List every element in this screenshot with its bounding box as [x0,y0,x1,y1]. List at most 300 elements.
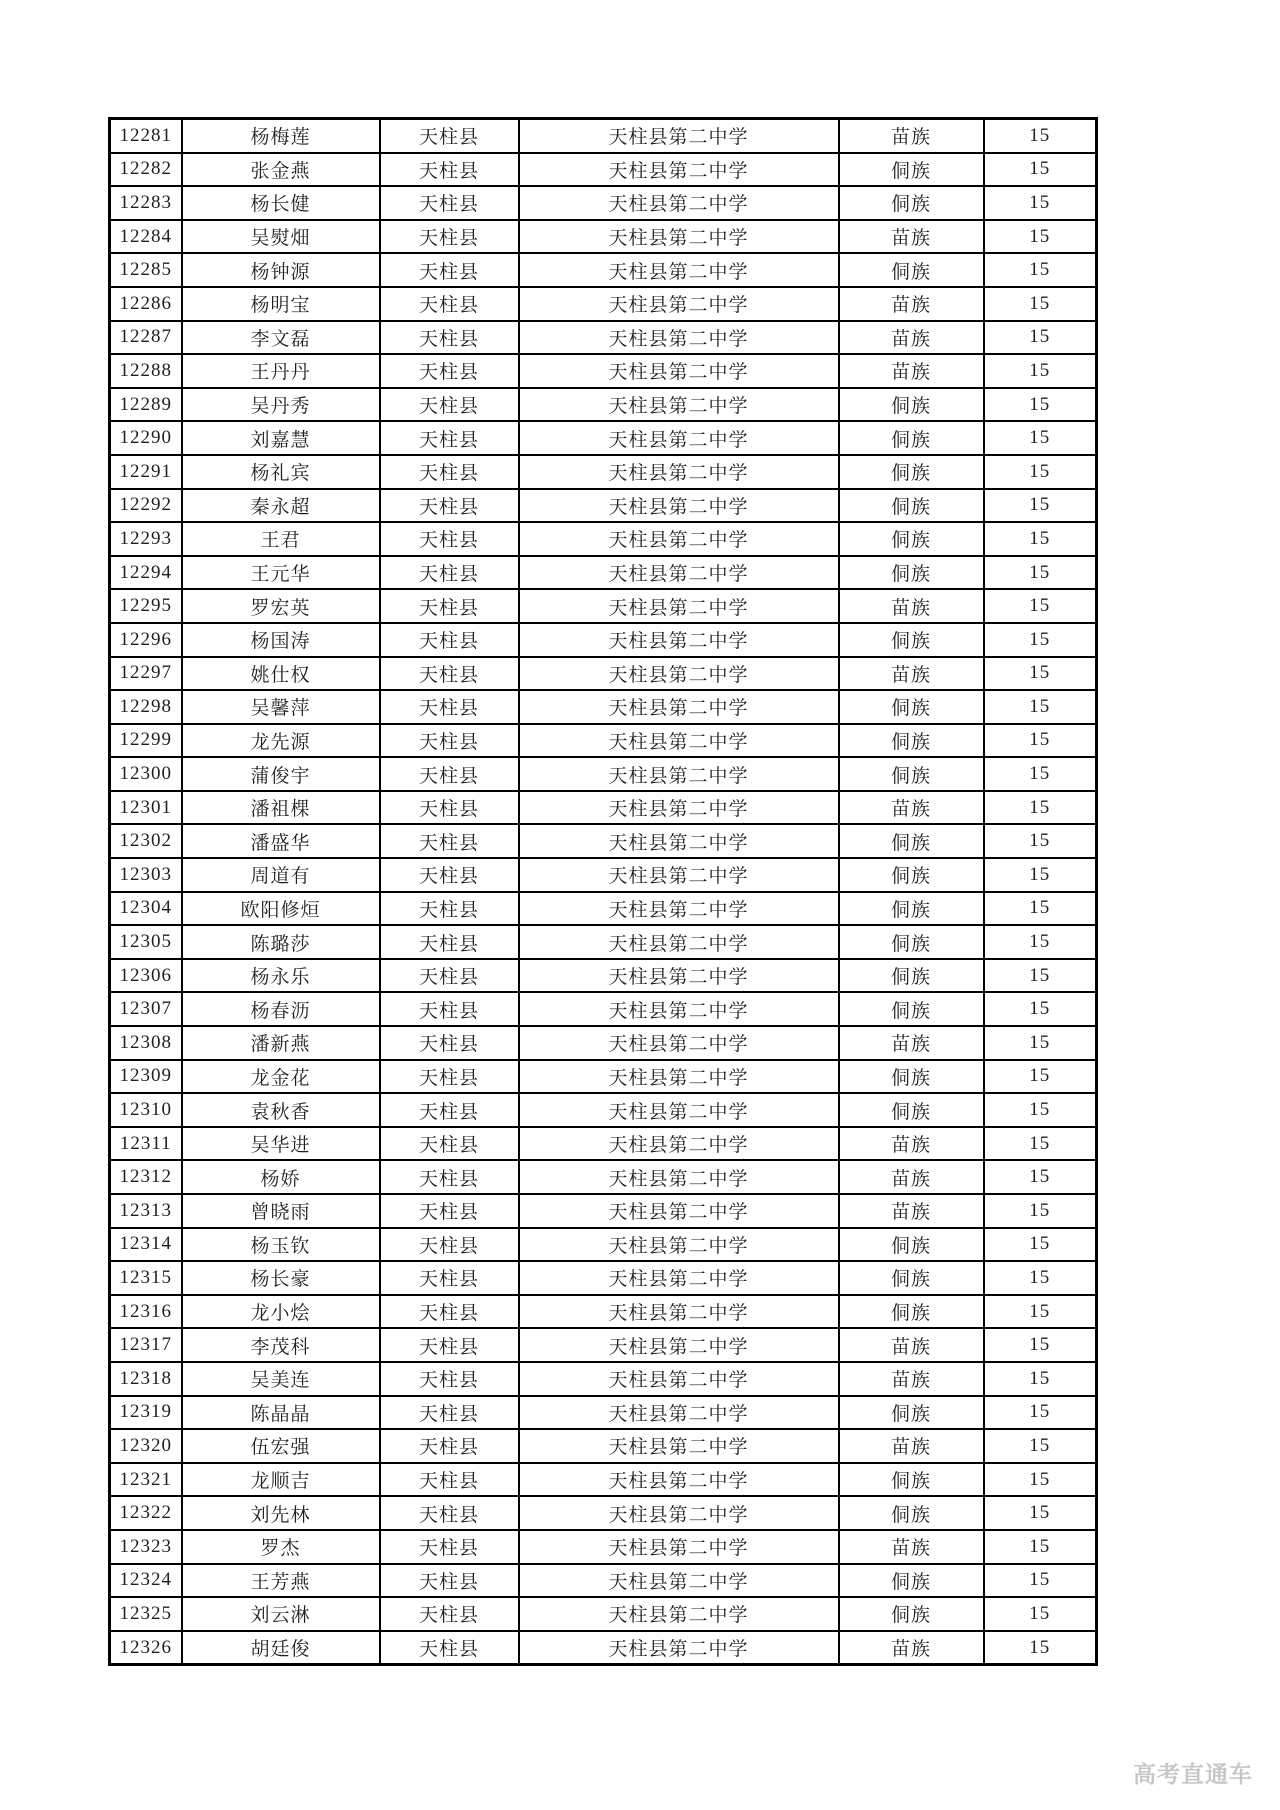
cell-ethnicity: 苗族 [839,119,984,153]
cell-ethnicity: 苗族 [839,1026,984,1060]
cell-ethnicity: 侗族 [839,1295,984,1329]
cell-score-value: 15 [984,1194,1097,1228]
cell-ethnicity: 侗族 [839,824,984,858]
cell-county: 天柱县 [380,1631,519,1665]
table-row [110,153,1097,187]
cell-ethnicity: 侗族 [839,892,984,926]
cell-school: 天柱县第二中学 [519,1160,839,1194]
cell-county: 天柱县 [380,690,519,724]
cell-county: 天柱县 [380,892,519,926]
cell-school: 天柱县第二中学 [519,1060,839,1094]
cell-student-name: 蒲俊宇 [182,757,380,791]
table-row [110,186,1097,220]
cell-ethnicity: 侗族 [839,421,984,455]
table-row [110,858,1097,892]
table-row [110,1026,1097,1060]
cell-exam-number: 12303 [110,858,182,892]
cell-score-value: 15 [984,959,1097,993]
table-row [110,1261,1097,1295]
cell-county: 天柱县 [380,992,519,1026]
cell-county: 天柱县 [380,253,519,287]
cell-school: 天柱县第二中学 [519,1631,839,1665]
cell-exam-number: 12314 [110,1228,182,1262]
cell-student-name: 杨明宝 [182,287,380,321]
cell-ethnicity: 苗族 [839,287,984,321]
cell-student-name: 曾晓雨 [182,1194,380,1228]
table-row [110,354,1097,388]
cell-ethnicity: 侗族 [839,1261,984,1295]
cell-score-value: 15 [984,1429,1097,1463]
cell-ethnicity: 侗族 [839,1093,984,1127]
cell-school: 天柱县第二中学 [519,892,839,926]
cell-score-value: 15 [984,186,1097,220]
cell-exam-number: 12320 [110,1429,182,1463]
cell-school: 天柱县第二中学 [519,925,839,959]
cell-student-name: 杨玉钦 [182,1228,380,1262]
cell-ethnicity: 侗族 [839,1060,984,1094]
cell-school: 天柱县第二中学 [519,1328,839,1362]
cell-exam-number: 12298 [110,690,182,724]
cell-ethnicity: 侗族 [839,925,984,959]
cell-school: 天柱县第二中学 [519,858,839,892]
roster-body [110,119,1097,1665]
cell-student-name: 刘云淋 [182,1597,380,1631]
cell-student-name: 罗宏英 [182,589,380,623]
cell-county: 天柱县 [380,1530,519,1564]
cell-ethnicity: 侗族 [839,1496,984,1530]
cell-school: 天柱县第二中学 [519,589,839,623]
cell-exam-number: 12301 [110,791,182,825]
cell-exam-number: 12313 [110,1194,182,1228]
cell-county: 天柱县 [380,1362,519,1396]
cell-student-name: 刘先林 [182,1496,380,1530]
cell-exam-number: 12321 [110,1463,182,1497]
table-row [110,657,1097,691]
cell-student-name: 杨长健 [182,186,380,220]
table-row [110,119,1097,153]
cell-ethnicity: 侗族 [839,556,984,590]
table-row [110,992,1097,1026]
cell-score-value: 15 [984,1228,1097,1262]
cell-school: 天柱县第二中学 [519,1228,839,1262]
cell-exam-number: 12322 [110,1496,182,1530]
cell-ethnicity: 苗族 [839,589,984,623]
cell-score-value: 15 [984,253,1097,287]
cell-student-name: 王元华 [182,556,380,590]
cell-school: 天柱县第二中学 [519,690,839,724]
cell-school: 天柱县第二中学 [519,220,839,254]
cell-school: 天柱县第二中学 [519,253,839,287]
cell-exam-number: 12317 [110,1328,182,1362]
cell-score-value: 15 [984,892,1097,926]
table-row [110,421,1097,455]
table-row [110,388,1097,422]
cell-student-name: 杨礼宾 [182,455,380,489]
cell-ethnicity: 苗族 [839,657,984,691]
cell-student-name: 杨长豪 [182,1261,380,1295]
cell-exam-number: 12292 [110,489,182,523]
cell-score-value: 15 [984,1160,1097,1194]
table-row [110,220,1097,254]
cell-exam-number: 12284 [110,220,182,254]
cell-student-name: 刘嘉慧 [182,421,380,455]
cell-county: 天柱县 [380,220,519,254]
table-row [110,1060,1097,1094]
cell-exam-number: 12310 [110,1093,182,1127]
cell-student-name: 潘新燕 [182,1026,380,1060]
table-row [110,556,1097,590]
cell-county: 天柱县 [380,1127,519,1161]
cell-school: 天柱县第二中学 [519,1429,839,1463]
cell-county: 天柱县 [380,186,519,220]
cell-county: 天柱县 [380,556,519,590]
cell-exam-number: 12326 [110,1631,182,1665]
cell-county: 天柱县 [380,1564,519,1598]
cell-student-name: 陈晶晶 [182,1396,380,1430]
cell-county: 天柱县 [380,388,519,422]
cell-school: 天柱县第二中学 [519,1530,839,1564]
table-row [110,522,1097,556]
cell-student-name: 张金燕 [182,153,380,187]
cell-score-value: 15 [984,858,1097,892]
cell-student-name: 杨娇 [182,1160,380,1194]
cell-school: 天柱县第二中学 [519,724,839,758]
cell-student-name: 吴华进 [182,1127,380,1161]
cell-county: 天柱县 [380,153,519,187]
table-row [110,925,1097,959]
cell-county: 天柱县 [380,421,519,455]
cell-student-name: 胡廷俊 [182,1631,380,1665]
cell-county: 天柱县 [380,1060,519,1094]
cell-student-name: 周道有 [182,858,380,892]
cell-ethnicity: 苗族 [839,1631,984,1665]
cell-county: 天柱县 [380,858,519,892]
cell-student-name: 吴熨畑 [182,220,380,254]
cell-school: 天柱县第二中学 [519,824,839,858]
cell-score-value: 15 [984,522,1097,556]
table-row [110,959,1097,993]
cell-student-name: 杨梅莲 [182,119,380,153]
cell-score-value: 15 [984,1026,1097,1060]
cell-ethnicity: 侗族 [839,724,984,758]
table-row [110,1362,1097,1396]
table-row [110,287,1097,321]
cell-score-value: 15 [984,925,1097,959]
cell-exam-number: 12283 [110,186,182,220]
cell-student-name: 吴馨萍 [182,690,380,724]
cell-score-value: 15 [984,824,1097,858]
cell-school: 天柱县第二中学 [519,757,839,791]
cell-exam-number: 12282 [110,153,182,187]
cell-score-value: 15 [984,690,1097,724]
cell-student-name: 伍宏强 [182,1429,380,1463]
cell-school: 天柱县第二中学 [519,657,839,691]
cell-ethnicity: 侗族 [839,1463,984,1497]
cell-county: 天柱县 [380,1160,519,1194]
cell-score-value: 15 [984,992,1097,1026]
cell-school: 天柱县第二中学 [519,1362,839,1396]
table-row [110,1228,1097,1262]
cell-student-name: 杨国涛 [182,623,380,657]
table-row [110,1160,1097,1194]
cell-score-value: 15 [984,1328,1097,1362]
cell-county: 天柱县 [380,824,519,858]
table-row [110,791,1097,825]
cell-exam-number: 12285 [110,253,182,287]
cell-ethnicity: 侗族 [839,388,984,422]
cell-county: 天柱县 [380,791,519,825]
cell-county: 天柱县 [380,757,519,791]
cell-school: 天柱县第二中学 [519,992,839,1026]
cell-student-name: 潘祖棵 [182,791,380,825]
cell-exam-number: 12323 [110,1530,182,1564]
cell-ethnicity: 侗族 [839,1228,984,1262]
cell-ethnicity: 苗族 [839,1362,984,1396]
cell-score-value: 15 [984,791,1097,825]
table-row [110,892,1097,926]
cell-score-value: 15 [984,287,1097,321]
table-row [110,1429,1097,1463]
cell-county: 天柱县 [380,724,519,758]
cell-school: 天柱县第二中学 [519,959,839,993]
cell-exam-number: 12289 [110,388,182,422]
table-row [110,321,1097,355]
cell-ethnicity: 苗族 [839,1160,984,1194]
cell-school: 天柱县第二中学 [519,1564,839,1598]
cell-score-value: 15 [984,1362,1097,1396]
cell-exam-number: 12297 [110,657,182,691]
cell-ethnicity: 侗族 [839,757,984,791]
cell-score-value: 15 [984,388,1097,422]
cell-school: 天柱县第二中学 [519,1127,839,1161]
table-row [110,489,1097,523]
cell-county: 天柱县 [380,925,519,959]
cell-county: 天柱县 [380,1496,519,1530]
cell-ethnicity: 苗族 [839,1127,984,1161]
cell-exam-number: 12281 [110,119,182,153]
cell-county: 天柱县 [380,589,519,623]
cell-school: 天柱县第二中学 [519,1496,839,1530]
cell-student-name: 罗杰 [182,1530,380,1564]
cell-score-value: 15 [984,1127,1097,1161]
cell-student-name: 龙顺吉 [182,1463,380,1497]
cell-exam-number: 12312 [110,1160,182,1194]
cell-ethnicity: 苗族 [839,321,984,355]
cell-student-name: 王君 [182,522,380,556]
cell-school: 天柱县第二中学 [519,321,839,355]
cell-student-name: 龙先源 [182,724,380,758]
cell-student-name: 杨永乐 [182,959,380,993]
cell-school: 天柱县第二中学 [519,522,839,556]
cell-exam-number: 12311 [110,1127,182,1161]
student-roster-table [108,117,1098,1666]
cell-ethnicity: 侗族 [839,489,984,523]
cell-exam-number: 12318 [110,1362,182,1396]
cell-ethnicity: 侗族 [839,1597,984,1631]
table-row [110,1328,1097,1362]
cell-school: 天柱县第二中学 [519,354,839,388]
cell-ethnicity: 侗族 [839,455,984,489]
cell-county: 天柱县 [380,1261,519,1295]
cell-score-value: 15 [984,455,1097,489]
cell-school: 天柱县第二中学 [519,556,839,590]
cell-ethnicity: 侗族 [839,858,984,892]
cell-county: 天柱县 [380,959,519,993]
cell-student-name: 陈璐莎 [182,925,380,959]
cell-score-value: 15 [984,556,1097,590]
cell-student-name: 吴丹秀 [182,388,380,422]
cell-student-name: 杨春沥 [182,992,380,1026]
table-row [110,1631,1097,1665]
cell-exam-number: 12307 [110,992,182,1026]
cell-exam-number: 12304 [110,892,182,926]
cell-exam-number: 12309 [110,1060,182,1094]
cell-school: 天柱县第二中学 [519,623,839,657]
cell-student-name: 龙小烩 [182,1295,380,1329]
cell-score-value: 15 [984,220,1097,254]
cell-school: 天柱县第二中学 [519,1194,839,1228]
cell-exam-number: 12294 [110,556,182,590]
table-row [110,724,1097,758]
cell-exam-number: 12325 [110,1597,182,1631]
cell-score-value: 15 [984,489,1097,523]
cell-ethnicity: 侗族 [839,992,984,1026]
watermark-text: 高考直通车 [1133,1761,1253,1787]
cell-ethnicity: 苗族 [839,354,984,388]
cell-county: 天柱县 [380,1463,519,1497]
cell-ethnicity: 苗族 [839,1194,984,1228]
cell-ethnicity: 侗族 [839,186,984,220]
cell-school: 天柱县第二中学 [519,287,839,321]
cell-exam-number: 12302 [110,824,182,858]
cell-student-name: 王芳燕 [182,1564,380,1598]
cell-ethnicity: 侗族 [839,623,984,657]
cell-exam-number: 12324 [110,1564,182,1598]
cell-exam-number: 12308 [110,1026,182,1060]
table-row [110,1295,1097,1329]
cell-score-value: 15 [984,1295,1097,1329]
cell-score-value: 15 [984,354,1097,388]
cell-student-name: 王丹丹 [182,354,380,388]
cell-score-value: 15 [984,1261,1097,1295]
cell-county: 天柱县 [380,354,519,388]
cell-ethnicity: 苗族 [839,1429,984,1463]
cell-ethnicity: 苗族 [839,791,984,825]
cell-county: 天柱县 [380,623,519,657]
cell-exam-number: 12305 [110,925,182,959]
table-row [110,1530,1097,1564]
table-row [110,824,1097,858]
cell-score-value: 15 [984,421,1097,455]
cell-exam-number: 12286 [110,287,182,321]
cell-county: 天柱县 [380,657,519,691]
cell-student-name: 杨钟源 [182,253,380,287]
cell-student-name: 姚仕权 [182,657,380,691]
cell-ethnicity: 侗族 [839,253,984,287]
cell-score-value: 15 [984,1496,1097,1530]
cell-student-name: 龙金花 [182,1060,380,1094]
cell-student-name: 李茂科 [182,1328,380,1362]
cell-school: 天柱县第二中学 [519,455,839,489]
cell-county: 天柱县 [380,1597,519,1631]
cell-student-name: 秦永超 [182,489,380,523]
cell-exam-number: 12287 [110,321,182,355]
cell-county: 天柱县 [380,287,519,321]
table-row [110,1597,1097,1631]
table-row [110,1194,1097,1228]
cell-county: 天柱县 [380,455,519,489]
cell-student-name: 吴美连 [182,1362,380,1396]
cell-county: 天柱县 [380,1228,519,1262]
cell-ethnicity: 苗族 [839,220,984,254]
cell-school: 天柱县第二中学 [519,1597,839,1631]
cell-school: 天柱县第二中学 [519,153,839,187]
table-row [110,455,1097,489]
cell-score-value: 15 [984,119,1097,153]
cell-school: 天柱县第二中学 [519,791,839,825]
table-row [110,1396,1097,1430]
cell-exam-number: 12306 [110,959,182,993]
cell-exam-number: 12319 [110,1396,182,1430]
table-row [110,1496,1097,1530]
cell-exam-number: 12315 [110,1261,182,1295]
table-row [110,757,1097,791]
cell-county: 天柱县 [380,1328,519,1362]
cell-school: 天柱县第二中学 [519,1396,839,1430]
cell-score-value: 15 [984,657,1097,691]
cell-exam-number: 12296 [110,623,182,657]
cell-school: 天柱县第二中学 [519,1261,839,1295]
table-row [110,1127,1097,1161]
cell-ethnicity: 侗族 [839,959,984,993]
cell-student-name: 欧阳修烜 [182,892,380,926]
table-row [110,623,1097,657]
cell-exam-number: 12293 [110,522,182,556]
cell-score-value: 15 [984,1093,1097,1127]
cell-score-value: 15 [984,153,1097,187]
table-row [110,1093,1097,1127]
cell-exam-number: 12290 [110,421,182,455]
cell-score-value: 15 [984,1060,1097,1094]
cell-score-value: 15 [984,1597,1097,1631]
cell-school: 天柱县第二中学 [519,1295,839,1329]
table-row [110,1463,1097,1497]
cell-score-value: 15 [984,589,1097,623]
cell-exam-number: 12288 [110,354,182,388]
cell-county: 天柱县 [380,1194,519,1228]
table-row [110,253,1097,287]
cell-exam-number: 12300 [110,757,182,791]
cell-county: 天柱县 [380,119,519,153]
cell-school: 天柱县第二中学 [519,119,839,153]
cell-school: 天柱县第二中学 [519,186,839,220]
cell-score-value: 15 [984,724,1097,758]
cell-student-name: 李文磊 [182,321,380,355]
cell-county: 天柱县 [380,522,519,556]
cell-score-value: 15 [984,757,1097,791]
table-row [110,690,1097,724]
cell-school: 天柱县第二中学 [519,1026,839,1060]
cell-school: 天柱县第二中学 [519,489,839,523]
cell-score-value: 15 [984,321,1097,355]
cell-exam-number: 12316 [110,1295,182,1329]
cell-county: 天柱县 [380,1093,519,1127]
cell-score-value: 15 [984,1631,1097,1665]
cell-ethnicity: 侗族 [839,153,984,187]
cell-county: 天柱县 [380,1026,519,1060]
cell-score-value: 15 [984,1396,1097,1430]
cell-county: 天柱县 [380,1396,519,1430]
